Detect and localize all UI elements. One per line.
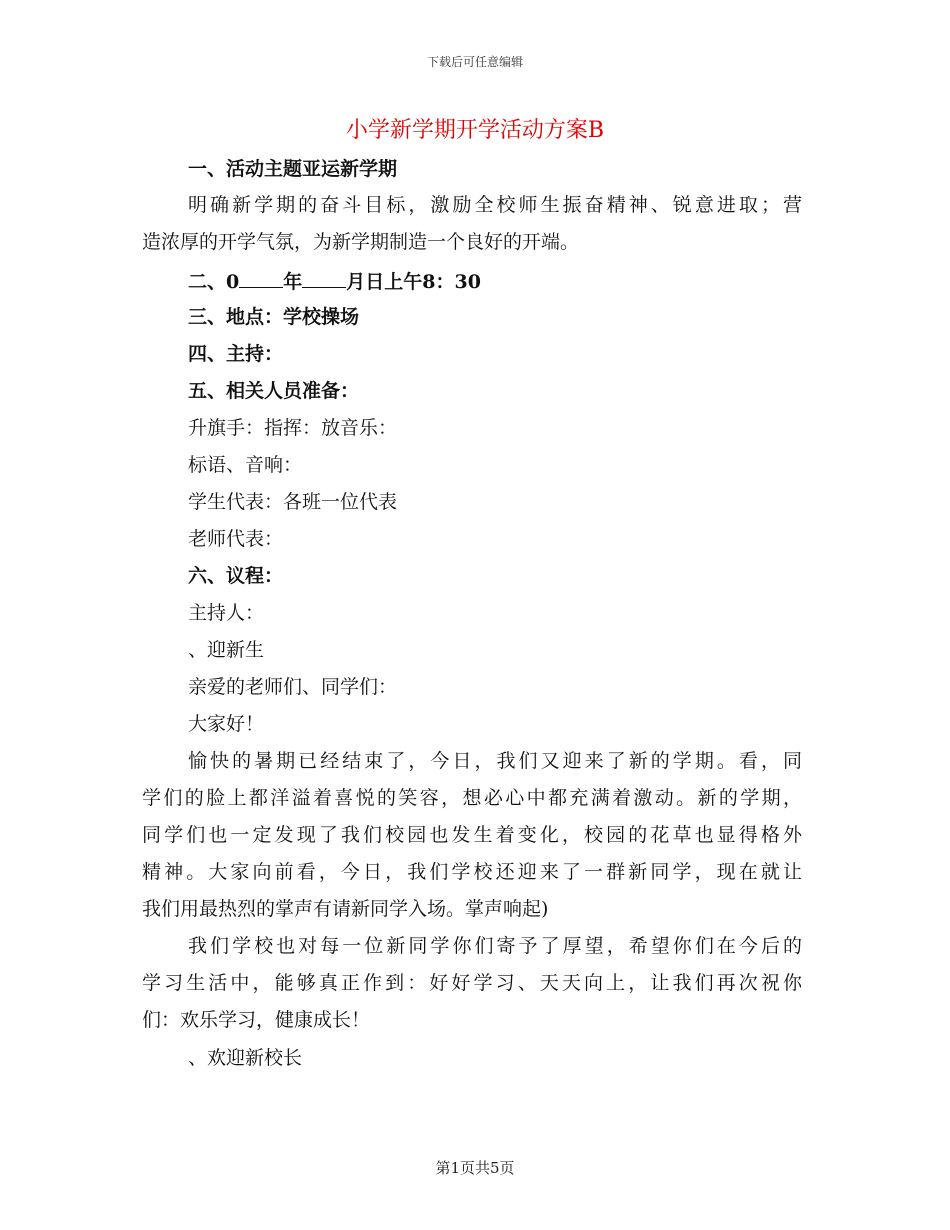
paragraph-line: 明确新学期的奋斗目标，激励全校师生振奋精神、锐意进取；营	[188, 194, 802, 216]
agenda-line-host: 主持人：	[188, 602, 265, 624]
staff-line-teachers: 老师代表：	[188, 528, 284, 550]
paragraph-speech-1	[142, 743, 802, 928]
paragraph-line: 愉快的暑期已经结束了，今日，我们又迎来了新的学期。看，同	[188, 750, 802, 772]
paragraph-line: 同学们也一定发现了我们校园也发生着变化，校园的花草也显得格外	[142, 824, 802, 846]
staff-line-banner: 标语、音响：	[188, 454, 303, 476]
staff-line-students: 学生代表：各班一位代表	[188, 491, 398, 513]
document-title: 小学新学期开学活动方案B	[345, 118, 605, 143]
section-heading-time	[188, 271, 481, 292]
page-header: 下载后可任意编辑	[426, 55, 523, 69]
paragraph-line: 精神。大家向前看，今日，我们学校还迎来了一群新同学，现在就让	[142, 861, 802, 883]
section-heading-host: 四、主持：	[188, 343, 284, 365]
staff-line-flag: 升旗手：指挥：放音乐：	[188, 417, 398, 439]
blank-underline	[302, 271, 346, 288]
agenda-line-hello: 大家好！	[188, 713, 265, 735]
agenda-line-welcome: 、迎新生	[188, 639, 265, 661]
paragraph-line: 学习生活中，能够真正作到：好好学习、天天向上，让我们再次祝你	[142, 972, 802, 994]
agenda-line-principal: 、欢迎新校长	[188, 1047, 303, 1069]
section-heading-theme: 一、活动主题亚运新学期	[188, 158, 398, 180]
paragraph-goal	[142, 187, 802, 261]
paragraph-speech-2	[142, 928, 802, 1039]
paragraph-line: 我们学校也对每一位新同学你们寄予了厚望，希望你们在今后的	[188, 935, 802, 957]
time-rest: 月日上午8：30	[346, 271, 481, 293]
paragraph-line: 们：欢乐学习，健康成长！	[142, 1009, 371, 1031]
paragraph-line: 我们用最热烈的掌声有请新同学入场。掌声响起)	[142, 898, 549, 920]
paragraph-line: 造浓厚的开学气氛，为新学期制造一个良好的开端。	[142, 231, 580, 253]
section-heading-location: 三、地点：学校操场	[188, 306, 360, 328]
time-prefix: 二、0	[188, 271, 240, 293]
page-footer: 第1页共5页	[435, 1159, 515, 1177]
paragraph-line: 学们的脸上都洋溢着喜悦的笑容，想必心中都充满着激动。新的学期，	[142, 787, 802, 809]
agenda-line-greeting: 亲爱的老师们、同学们：	[188, 676, 398, 698]
time-year: 年	[283, 271, 303, 293]
blank-underline	[239, 271, 283, 288]
section-heading-staff: 五、相关人员准备：	[188, 380, 360, 402]
section-heading-agenda: 六、议程：	[188, 565, 284, 587]
